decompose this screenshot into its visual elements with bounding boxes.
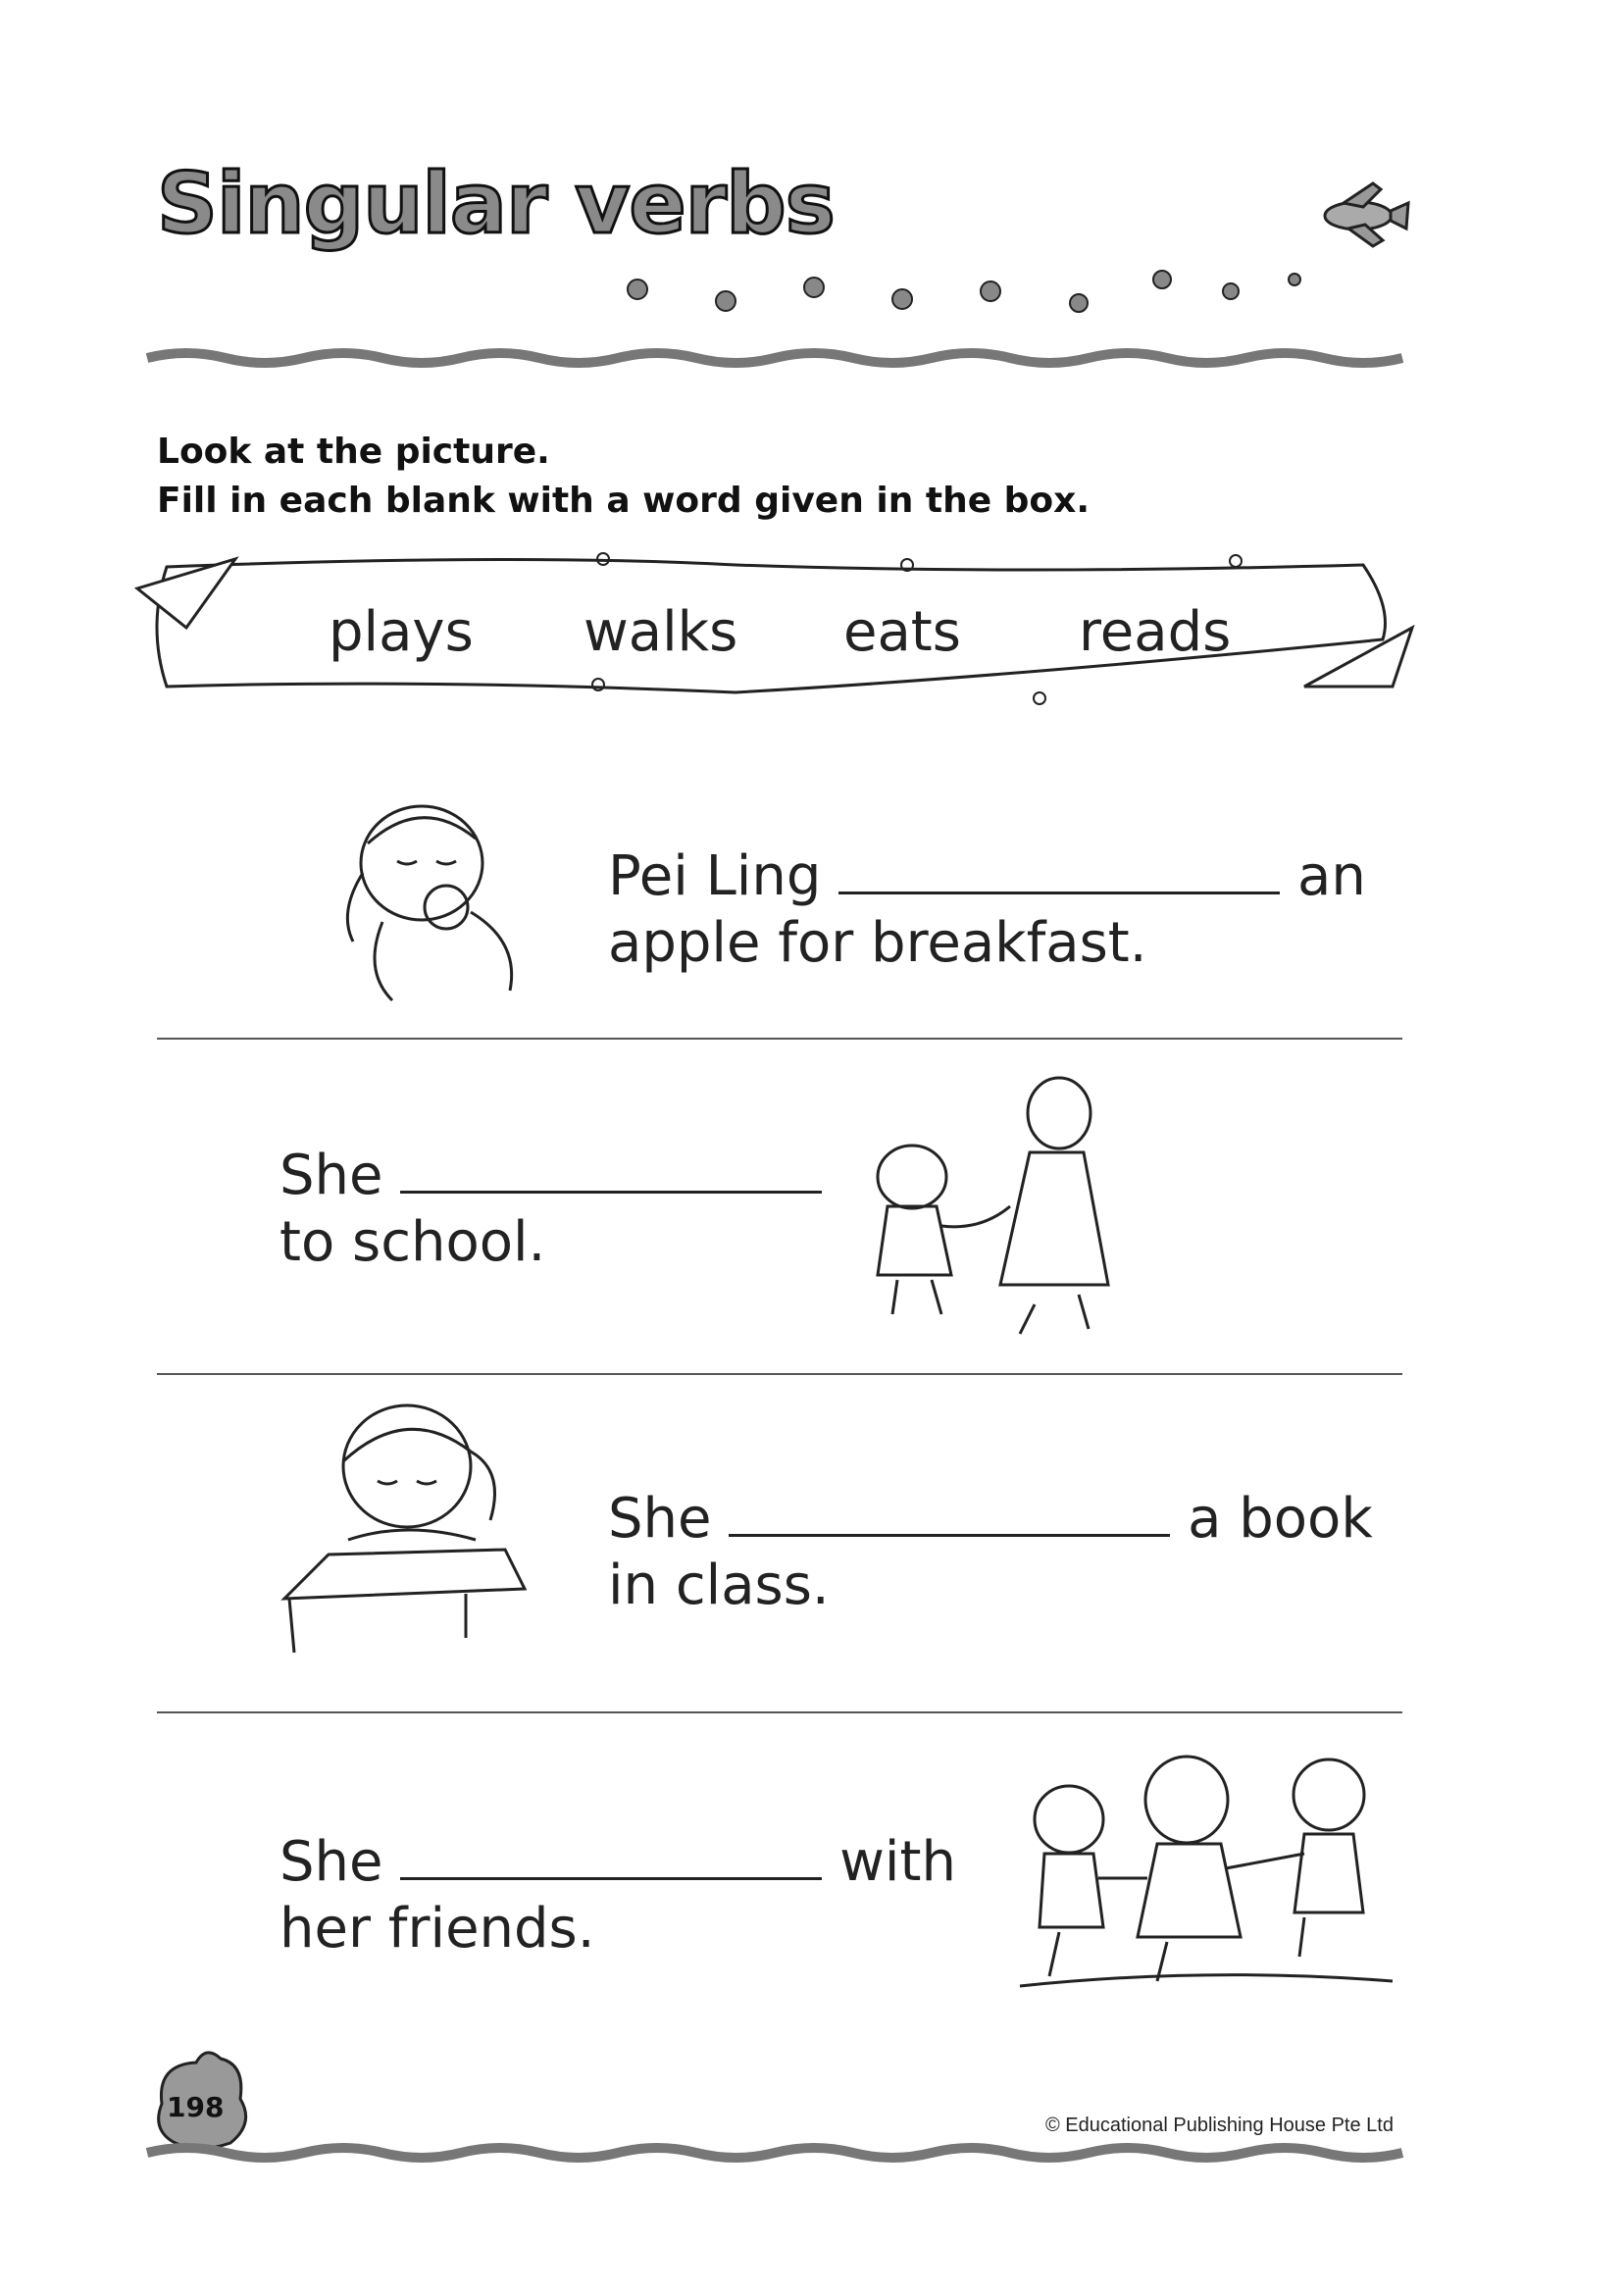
- question-divider-1: [157, 1038, 1402, 1040]
- question-1-text-before: Pei Ling: [608, 844, 822, 908]
- question-1-text-after: an: [1297, 844, 1366, 908]
- question-4-line-2: her friends.: [279, 1897, 595, 1961]
- question-3: [608, 1486, 1373, 1619]
- word-option-eats: eats: [843, 600, 961, 664]
- question-1: [608, 843, 1366, 977]
- girl-eating-apple-illustration: [324, 785, 549, 1010]
- question-2: [279, 1143, 822, 1276]
- question-4-text-before: She: [279, 1830, 383, 1894]
- question-2-line-2: to school.: [279, 1210, 546, 1274]
- question-3-text-after: a book: [1188, 1487, 1373, 1551]
- answer-blank-1[interactable]: [838, 846, 1280, 894]
- question-divider-2: [157, 1373, 1402, 1375]
- question-2-text-before: She: [279, 1144, 383, 1207]
- children-playing-illustration: [1010, 1741, 1402, 1996]
- top-decorative-rule: [147, 343, 1412, 373]
- question-divider-3: [157, 1711, 1402, 1713]
- question-1-line-2: apple for breakfast.: [608, 911, 1147, 975]
- question-3-line-2: in class.: [608, 1554, 830, 1617]
- girl-reading-at-desk-illustration: [270, 1393, 549, 1677]
- question-4-text-after: with: [839, 1830, 956, 1894]
- copyright-notice: © Educational Publishing House Pte Ltd: [1045, 2115, 1394, 2136]
- answer-blank-2[interactable]: [400, 1146, 822, 1194]
- word-option-walks: walks: [584, 600, 738, 664]
- word-option-reads: reads: [1079, 600, 1232, 664]
- question-3-text-before: She: [608, 1487, 712, 1551]
- airplane-icon: [1304, 181, 1412, 250]
- page-number: 198: [167, 2091, 225, 2123]
- page-title: Singular verbs: [157, 155, 835, 253]
- instruction-line-2: Fill in each blank with a word given in the box.: [157, 481, 1091, 521]
- flower-trail-decoration: [618, 250, 1304, 319]
- word-option-plays: plays: [329, 600, 474, 664]
- answer-blank-4[interactable]: [400, 1832, 822, 1880]
- instruction-line-1: Look at the picture.: [157, 432, 550, 472]
- girl-walking-with-mother-illustration: [843, 1069, 1128, 1344]
- answer-blank-3[interactable]: [729, 1489, 1170, 1537]
- question-4: [279, 1829, 956, 1963]
- bottom-decorative-rule: [147, 2138, 1412, 2167]
